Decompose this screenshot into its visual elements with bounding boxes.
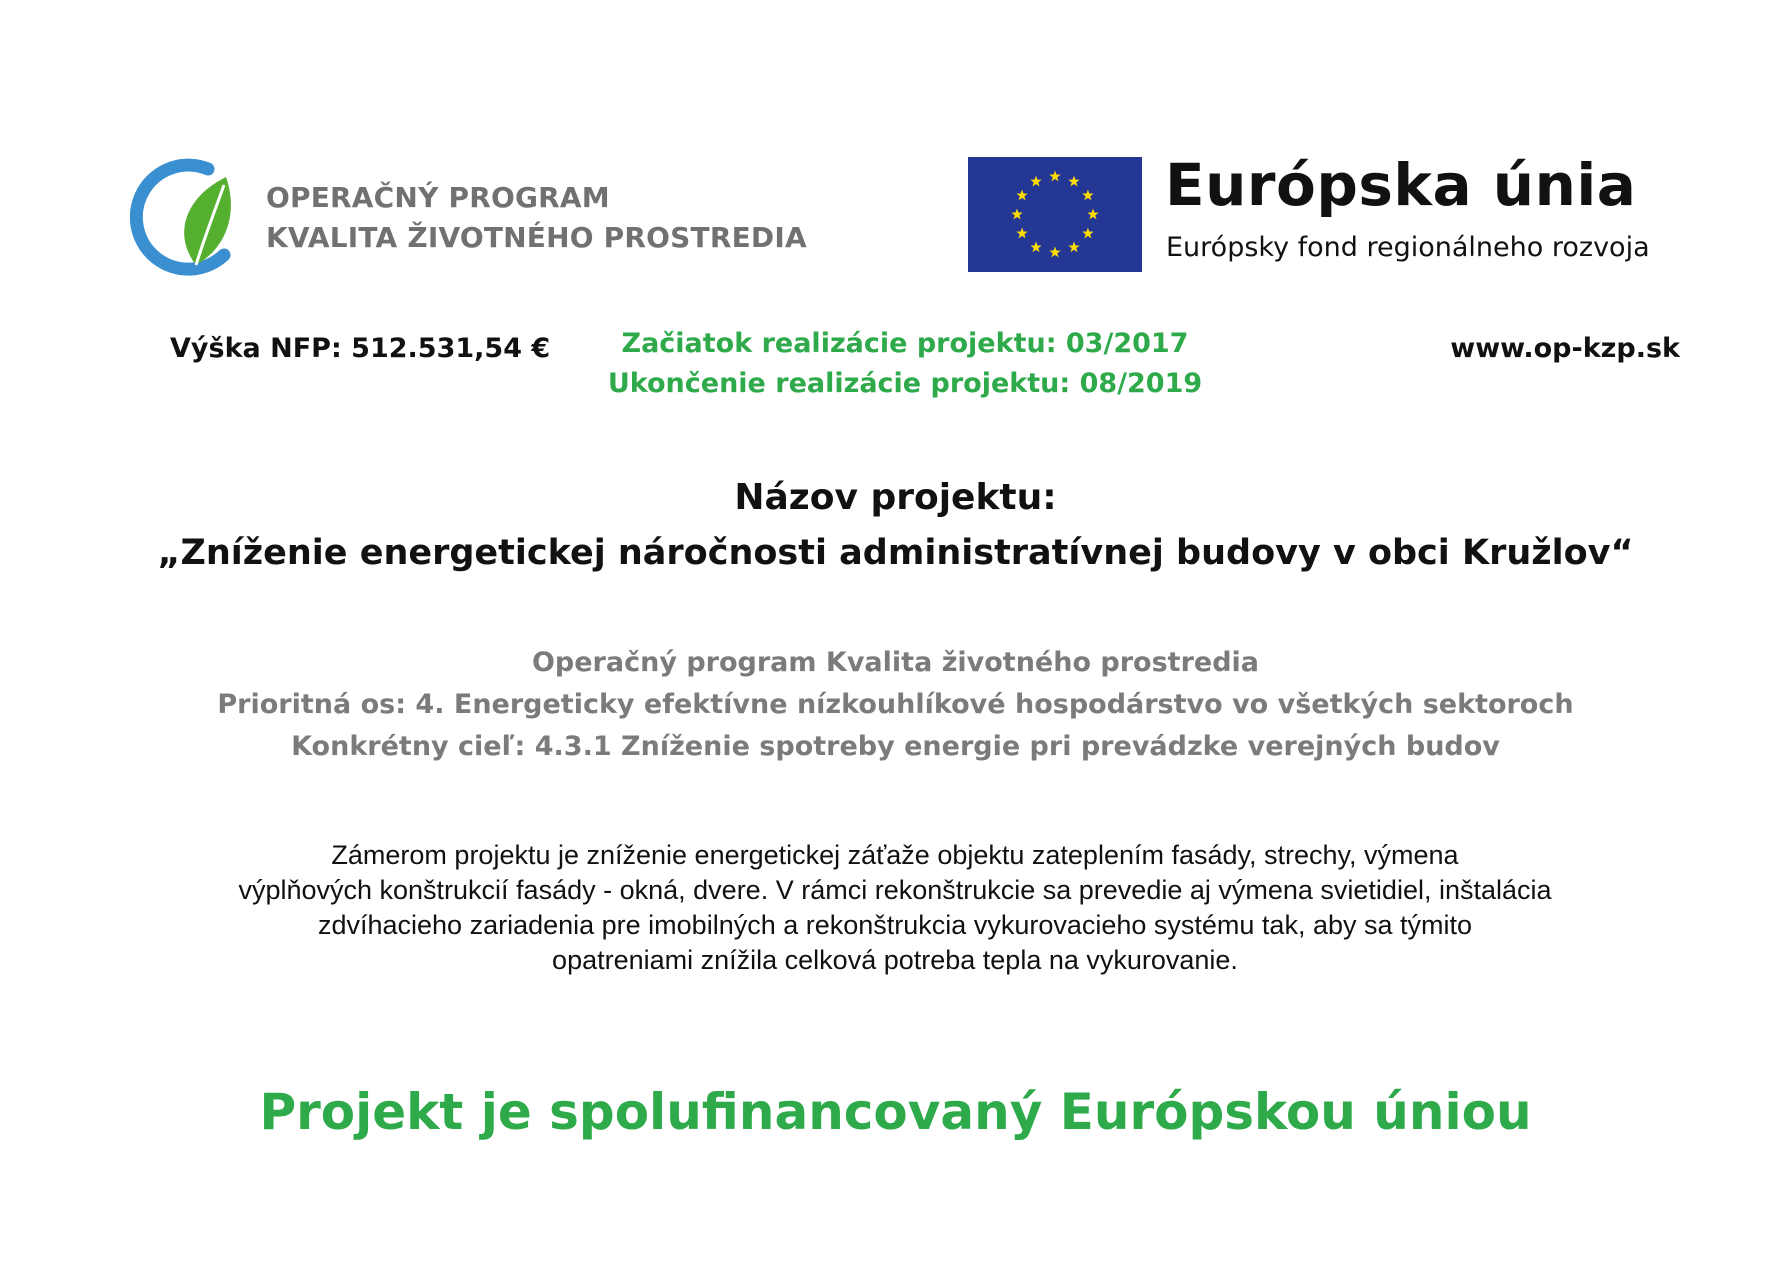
program-logo-text	[266, 178, 807, 258]
eu-flag-icon	[968, 157, 1142, 272]
eu-subtitle: Európsky fond regionálneho rozvoja	[1166, 232, 1650, 263]
project-title-label: Názov projektu:	[734, 477, 1057, 518]
specific-goal: Konkrétny cieľ: 4.3.1 Zníženie spotreby energie pri prevádzke verejných budov	[291, 731, 1500, 762]
cofinancing-statement: Projekt je spolufinancovaný Európskou úniou	[259, 1083, 1532, 1141]
leaf-circle-icon	[130, 155, 250, 280]
priority-axis: Prioritná os: 4. Energeticky efektívne nízkouhlíkové hospodárstvo vo všetkých sektoroch	[217, 689, 1574, 720]
project-start: Začiatok realizácie projektu: 03/2017	[621, 328, 1189, 359]
nfp-amount: Výška NFP: 512.531,54 €	[170, 333, 551, 364]
program-info	[0, 642, 1791, 768]
eu-title: Európska únia	[1165, 151, 1637, 219]
project-dates	[560, 324, 1250, 404]
project-title: „Zníženie energetickej náročnosti administratívnej budovy v obci Kružlov“	[157, 533, 1634, 573]
program-logo-line1: OPERAČNÝ PROGRAM	[266, 181, 610, 214]
description-line: zdvíhacieho zariadenia pre imobilných a rekonštrukcia vykurovacieho systému tak, aby sa týmito	[317, 910, 1473, 940]
program-logo-line2: KVALITA ŽIVOTNÉHO PROSTREDIA	[266, 221, 807, 254]
website-link[interactable]: www.op-kzp.sk	[1450, 333, 1680, 364]
program-name: Operačný program Kvalita životného prostredia	[531, 647, 1260, 678]
description-line: Zámerom projektu je zníženie energetickej záťaže objektu zateplením fasády, strechy, výmena	[331, 840, 1459, 870]
description-line: výplňových konštrukcií fasády - okná, dvere. V rámci rekonštrukcie sa prevedie aj výmena svietidiel, inštalácia	[238, 875, 1552, 905]
project-description	[120, 838, 1670, 978]
project-end: Ukončenie realizácie projektu: 08/2019	[607, 368, 1203, 399]
description-line: opatreniami znížila celková potreba tepla na vykurovanie.	[552, 945, 1238, 975]
